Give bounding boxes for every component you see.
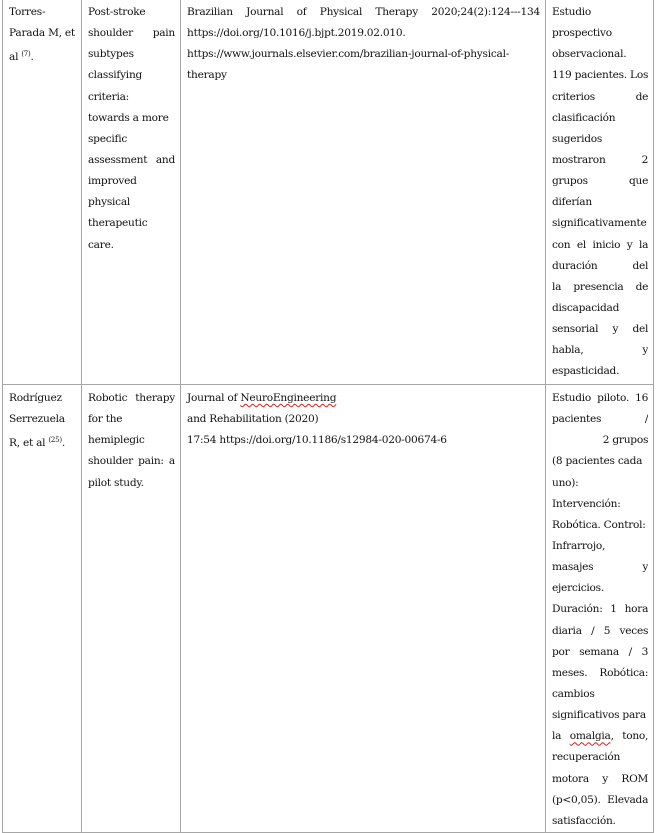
- summary-line: (p<0,05). Elevada: [552, 793, 649, 806]
- references-table: [2, 0, 654, 833]
- table-row: [3, 0, 654, 385]
- summary-line: por semana / 3: [552, 645, 649, 658]
- cell-author: [3, 0, 82, 385]
- title-line: improved: [88, 175, 137, 188]
- summary-line: sugeridos: [552, 132, 603, 145]
- summary-line: Intervención:: [552, 497, 621, 510]
- author-line: al $^{(7)}$.: [9, 50, 34, 64]
- author-line: Torres-: [9, 6, 46, 18]
- cell-summary: [546, 0, 654, 385]
- summary-line: satisfacción.: [552, 814, 616, 827]
- summary-line: espasticidad.: [552, 365, 620, 378]
- title-line: care.: [88, 238, 114, 251]
- author-suffix: .: [61, 437, 65, 450]
- title-line: specific: [88, 132, 128, 145]
- summary-line: Estudio: [552, 6, 592, 18]
- summary-line: la omalgia, tono,: [552, 730, 649, 743]
- title-line: pilot study.: [88, 476, 144, 489]
- spellcheck-word: omalgia: [569, 730, 611, 743]
- table-row: [3, 385, 654, 833]
- summary-line: Duración: 1 hora: [552, 603, 649, 616]
- title-line: subtypes: [88, 48, 134, 61]
- summary-line: discapacidad: [552, 301, 620, 314]
- cell-journal: [181, 385, 546, 833]
- author-suffix: .: [30, 51, 34, 64]
- citation-ref: (25): [48, 436, 62, 445]
- summary-line: habla, y: [552, 344, 649, 357]
- summary-line: 119 pacientes. Los: [552, 69, 649, 82]
- author-line: Parada M, et: [9, 27, 75, 40]
- summary-line: significativamente: [552, 217, 647, 230]
- title-line: physical: [88, 196, 131, 209]
- summary-line: observacional.: [552, 48, 627, 61]
- summary-line: sensorial y del: [552, 323, 649, 336]
- cell-title: [82, 385, 181, 833]
- title-line: Robotic therapy: [88, 392, 175, 404]
- summary-line: motora y ROM: [552, 772, 649, 785]
- author-line: R, et al $^{(25)}$.: [9, 436, 65, 450]
- author-line: Serrezuela: [9, 413, 65, 426]
- citation-ref: (7): [21, 50, 31, 59]
- summary-line: diaria / 5 veces: [552, 624, 649, 637]
- summary-line: con el inicio y la: [552, 238, 649, 251]
- title-line: hemiplegic: [88, 434, 145, 447]
- summary-line: clasificación: [552, 111, 616, 124]
- summary-line: meses. Robótica:: [552, 666, 649, 679]
- journal-line: Brazilian Journal of Physical Therapy 2020;24(2):124---134: [187, 6, 540, 18]
- author-line: Rodríguez: [9, 392, 62, 404]
- title-line: assessment and: [88, 153, 175, 166]
- cell-title: [82, 0, 181, 385]
- journal-line: 17:54 https://doi.org/10.1186/s12984-020-00674-6: [187, 434, 447, 447]
- summary-line: cambios: [552, 687, 595, 700]
- summary-line: mostraron 2: [552, 153, 649, 166]
- summary-line: (8 pacientes cada: [552, 455, 643, 468]
- title-line: criteria:: [88, 90, 129, 103]
- summary-line: diferían: [552, 196, 592, 209]
- title-line: Post-stroke: [88, 6, 146, 18]
- journal-line: and Rehabilitation (2020): [187, 413, 319, 426]
- title-line: classifying: [88, 69, 143, 82]
- title-line: towards a more: [88, 111, 169, 124]
- title-line: for the: [88, 413, 123, 426]
- summary-line: significativos para: [552, 709, 646, 722]
- summary-line: Robótica. Control:: [552, 518, 646, 531]
- summary-line: la presencia de: [552, 280, 649, 293]
- summary-line: duración del: [552, 259, 649, 272]
- cell-author: [3, 385, 82, 833]
- summary-line: recuperación: [552, 751, 621, 764]
- summary-line: criterios de: [552, 90, 649, 103]
- title-line: therapeutic: [88, 217, 148, 230]
- summary-line: Infrarrojo,: [552, 539, 606, 552]
- journal-line: https://www.journals.elsevier.com/brazilian-journal-of-physical-: [187, 48, 510, 61]
- journal-line: therapy: [187, 69, 227, 82]
- summary-line: masajes y: [552, 561, 649, 574]
- spellcheck-word: NeuroEngineering: [240, 392, 337, 404]
- summary-line: 2 grupos: [602, 434, 649, 447]
- cell-summary: [546, 385, 654, 833]
- summary-line: uno):: [552, 476, 579, 489]
- journal-line: https://doi.org/10.1016/j.bjpt.2019.02.010.: [187, 27, 406, 40]
- cell-journal: [181, 0, 546, 385]
- journal-line: Journal of NeuroEngineering: [187, 392, 337, 404]
- summary-line: pacientes /: [552, 413, 649, 426]
- title-line: shoulder pain: a: [88, 455, 175, 468]
- title-line: shoulder pain: [88, 27, 175, 40]
- summary-line: ejercicios.: [552, 582, 604, 595]
- summary-line: prospectivo: [552, 27, 612, 40]
- summary-line: grupos que: [552, 175, 649, 188]
- summary-line: Estudio piloto. 16: [552, 392, 649, 404]
